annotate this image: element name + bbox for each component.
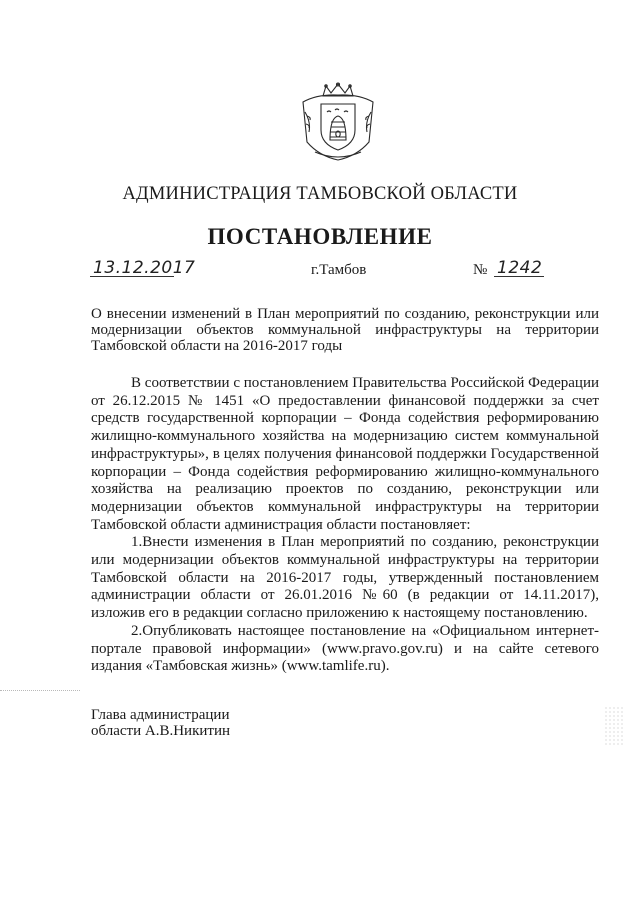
preamble-paragraph: В соответствии с постановлением Правительства Российской Федерации от 26.12.2015 № 1451 «О предоставлении финансовой поддержки за счет средств государственной корпорации – Фонда содействия реформированию жилищно-коммунального хозяйства на модернизацию систем коммунальной инфраструктуры», в целях получения финансовой поддержки Государственной корпорации – Фонда содействия реформированию жилищно-коммунального хозяйства на реализацию проектов по созданию, реконструкции или модернизации объектов коммунальной инфраструктуры на территории Тамбовской области администрация области постановляет: xyxy=(91,375,599,533)
signature-name: области А.В.Никитин xyxy=(91,723,231,739)
document-city: г.Тамбов xyxy=(311,262,367,278)
document-body xyxy=(91,375,599,676)
signature-title: Глава администрации xyxy=(91,707,230,723)
scan-artifact-left xyxy=(0,690,80,691)
document-number: 1242 xyxy=(497,258,543,278)
number-underline xyxy=(494,276,544,277)
coat-of-arms-emblem xyxy=(297,82,379,162)
number-label: № xyxy=(473,262,488,278)
document-date: 13.12.2017 xyxy=(93,258,196,278)
item-1-paragraph: 1.Внести изменения в План мероприятий по созданию, реконструкции или модернизации объектов коммунальной инфраструктуры на территории Тамбовской области на 2016-2017 годы, утвержденный постановлением администрации области от 26.01.2016 №60 (в редакции от 14.11.2017), изложив его в редакции согласно приложению к настоящему постановлению. xyxy=(91,534,599,622)
date-underline xyxy=(90,276,174,277)
authority-name: АДМИНИСТРАЦИЯ ТАМБОВСКОЙ ОБЛАСТИ xyxy=(122,184,518,204)
item-2-paragraph: 2.Опубликовать настоящее постановление на «Официальном интернет-портале правовой информации» (www.pravo.gov.ru) и на сайте сетевого издания «Тамбовская жизнь» (www.tamlife.ru). xyxy=(91,622,599,675)
document-subject: О внесении изменений в План мероприятий по созданию, реконструкции или модернизации объектов коммунальной инфраструктуры на территории Тамбовской области на 2016-2017 годы xyxy=(91,306,599,354)
document-type-title: ПОСТАНОВЛЕНИЕ xyxy=(207,224,433,249)
signature-block xyxy=(91,707,230,739)
scan-artifact-right xyxy=(604,706,624,746)
